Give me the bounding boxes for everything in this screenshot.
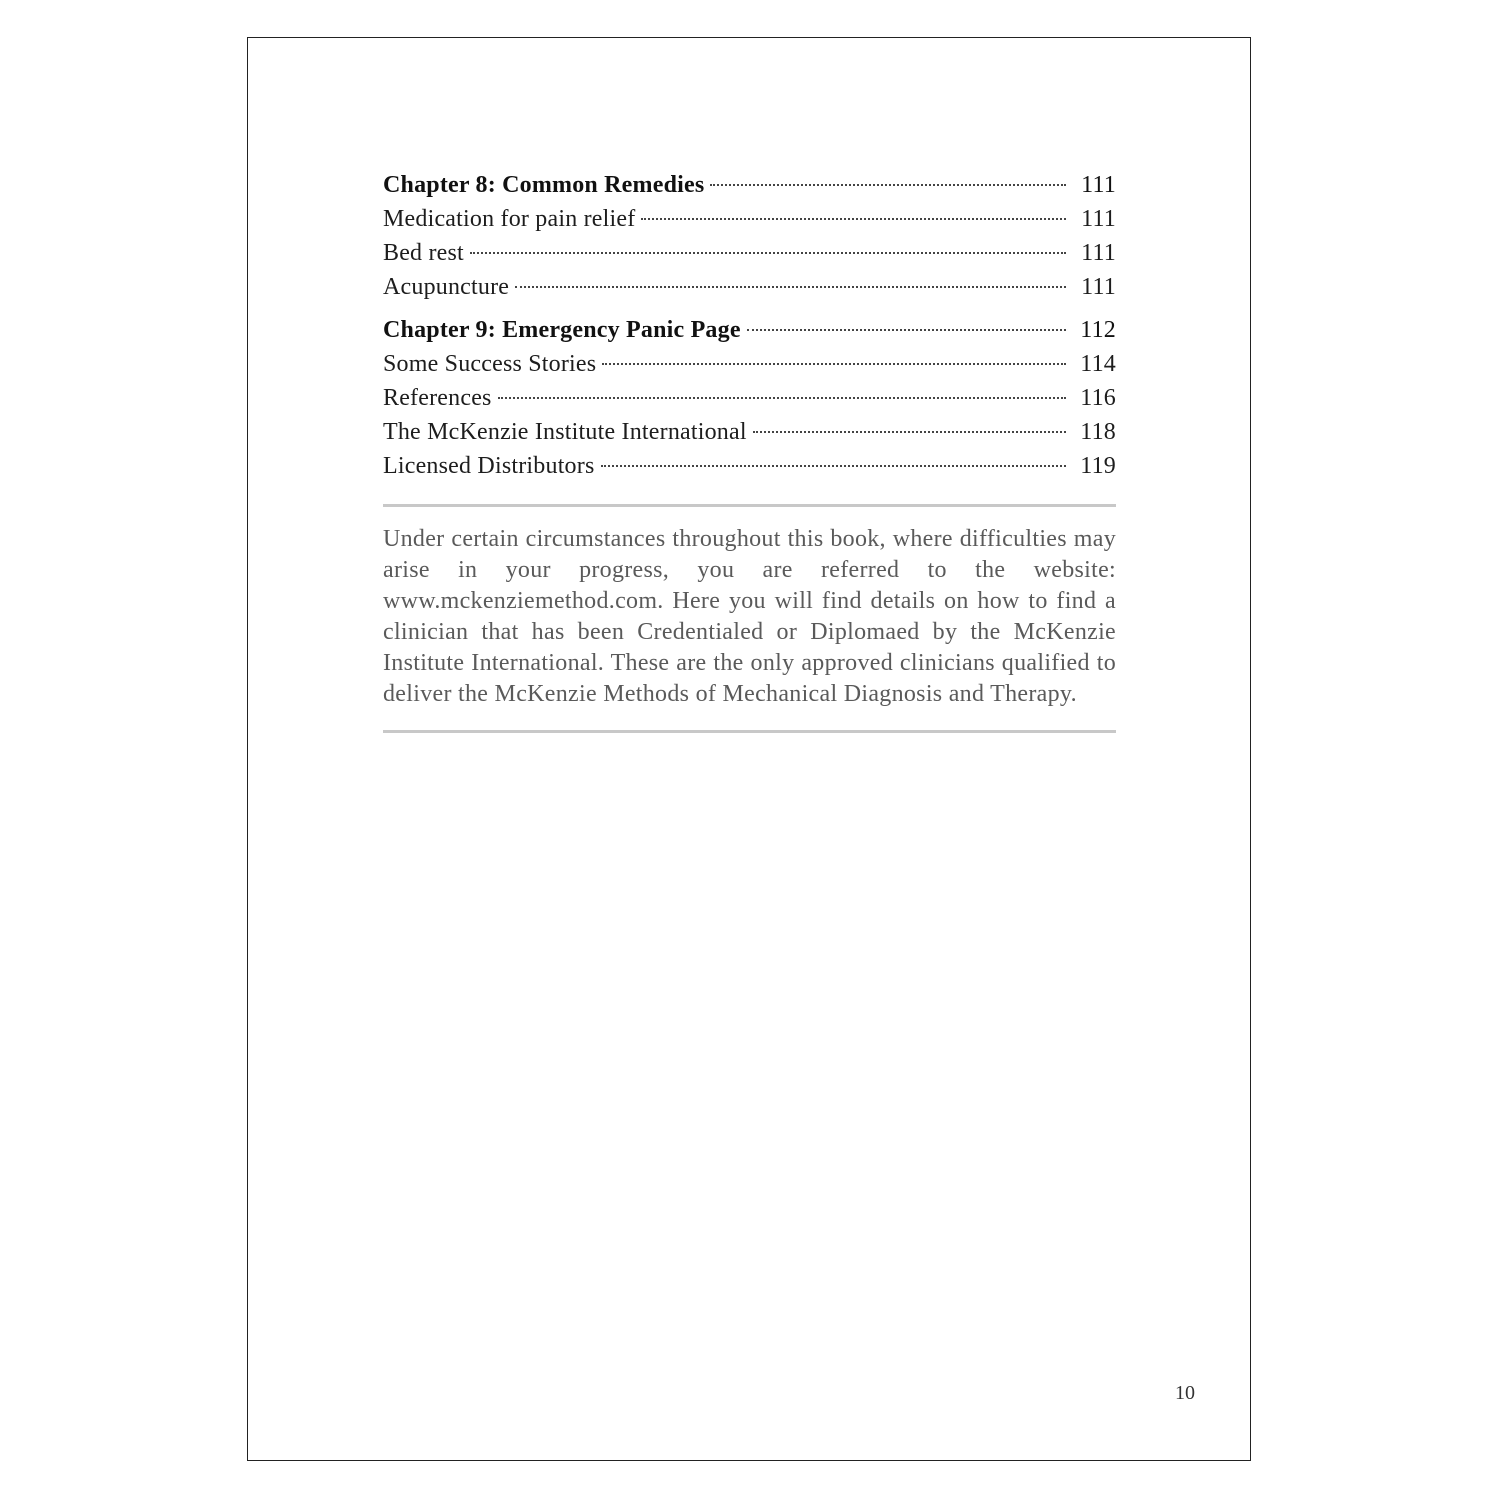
toc-entry-page: 111: [1081, 172, 1116, 198]
toc-entry-success-stories: [383, 347, 1116, 381]
toc-entry-page: 111: [1081, 274, 1116, 300]
toc-entry-page: 111: [1081, 206, 1116, 232]
dot-leader: [641, 218, 1066, 220]
dot-leader: [601, 465, 1067, 467]
toc-entry-title: Licensed Distributors: [383, 453, 595, 479]
toc-entry-title: The McKenzie Institute International: [383, 419, 747, 445]
toc-entry-page: 118: [1080, 419, 1116, 445]
toc-entry-medication: [383, 202, 1116, 236]
toc-entry-page: 112: [1080, 317, 1116, 343]
toc-entry-chapter-8: [383, 168, 1116, 202]
toc-entry-title: Acupuncture: [383, 274, 510, 300]
dot-leader: [470, 252, 1066, 254]
toc-entry-title: Chapter 9: Emergency Panic Page: [383, 317, 741, 343]
toc-entry-page: 111: [1081, 240, 1116, 266]
page-number: 10: [1175, 1382, 1195, 1404]
toc-entry-title: Medication for pain relief: [383, 206, 636, 232]
toc-entry-page: 116: [1080, 385, 1116, 411]
book-page: [247, 37, 1251, 1461]
toc-group-chapter-9: [383, 313, 1116, 483]
toc-entry-title: Chapter 8: Common Remedies: [383, 172, 705, 198]
toc-entry-licensed-distributors: [383, 449, 1116, 483]
dot-leader: [710, 184, 1066, 186]
toc-group-chapter-8: [383, 168, 1116, 304]
toc-entry-bed-rest: [383, 236, 1116, 270]
dot-leader: [498, 397, 1066, 399]
dot-leader: [747, 329, 1066, 331]
toc-entry-chapter-9: [383, 313, 1116, 347]
toc-entry-title: Bed rest: [383, 240, 464, 266]
toc-entry-mckenzie-institute: [383, 415, 1116, 449]
toc-entry-page: 114: [1080, 351, 1116, 377]
dot-leader: [515, 286, 1066, 288]
dot-leader: [753, 431, 1066, 433]
toc-entry-page: 119: [1080, 453, 1116, 479]
dot-leader: [602, 363, 1066, 365]
toc-entry-title: Some Success Stories: [383, 351, 597, 377]
website-note: Under certain circumstances throughout this book, where difficulties may arise in your progress, you are referred to the website: www.mckenziemethod.com. Here you will find details on how to find a clinician that has been Credentialed or Diplomaed by the McKenzie Institute International. These are the only approved clinicians qualified to deliver the McKenzie Methods of Mechanical Diagnosis and Therapy.: [383, 526, 1116, 707]
divider-bottom: [383, 730, 1116, 733]
toc-entry-title: References: [383, 385, 492, 411]
toc-entry-references: [383, 381, 1116, 415]
divider-top: [383, 504, 1116, 507]
page-content: [383, 168, 1116, 733]
toc-entry-acupuncture: [383, 270, 1116, 304]
